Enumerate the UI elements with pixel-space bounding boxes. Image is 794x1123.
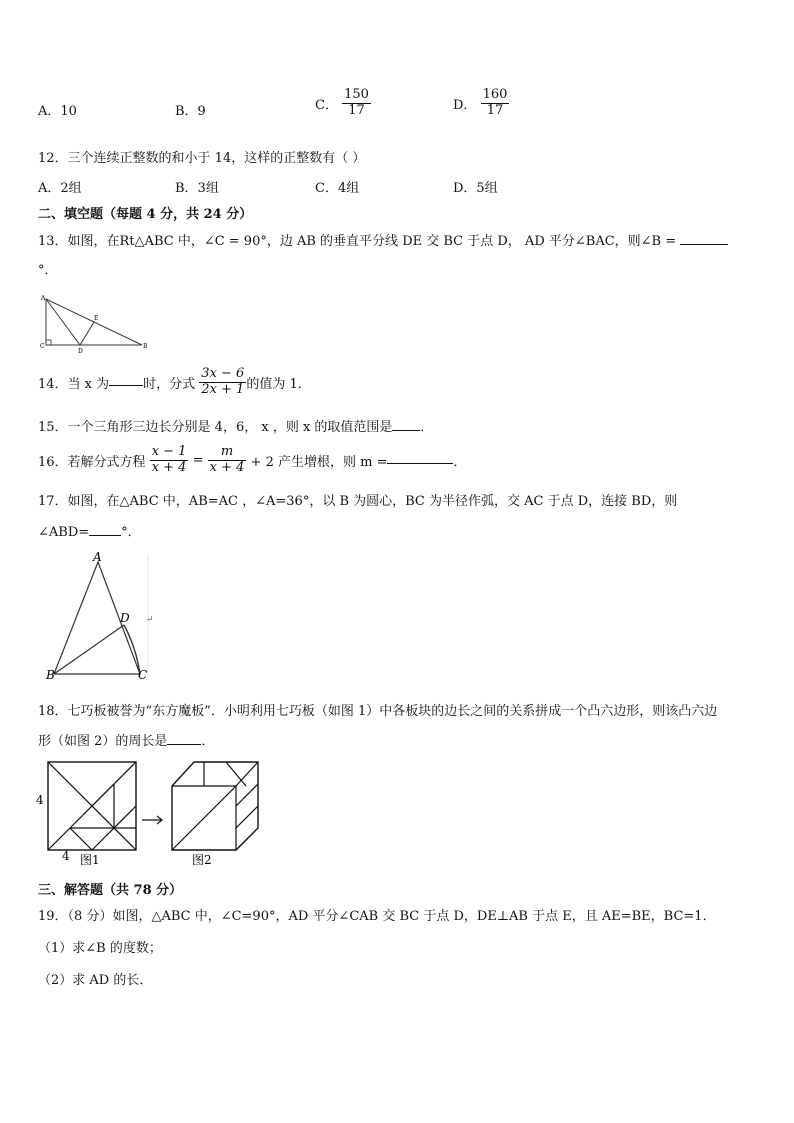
fraction-denominator: x + 4 [209,459,245,475]
q12-option-b: B．3组 [175,181,219,196]
segment-bd [54,625,124,674]
fraction-denominator: x + 4 [151,459,187,475]
hexagon-figure-2 [172,762,258,850]
fraction-numerator: m [208,445,247,461]
answer-blank [109,384,143,386]
fraction-numerator: 3x − 6 [201,366,245,381]
section-heading-fill-blank: 二、填空题（每题 4 分，共 24 分） [38,207,253,222]
side-label-left: 4 [36,793,44,807]
q16 [38,445,466,476]
q17-figure [44,552,160,682]
section-heading-solve: 三、解答题（共 78 分） [38,883,183,898]
figure-2-caption: 图2 [192,853,212,867]
q15-text: 15．一个三角形三边长分别是 4，6， x ，则 x 的取值范围是 [38,420,393,435]
answer-blank [392,429,420,431]
q17-line1: 17．如图，在△ABC 中，AB=AC ，∠A=36°，以 B 为圆心，BC 为半径作弧，交 AC 于点 D，连接 BD，则 [38,494,678,509]
q18-line2 [38,730,214,749]
fraction-denominator: 2x + 1 [201,381,245,397]
q12-option-c: C．4组 [315,181,360,196]
fraction-numerator: 160 [482,87,508,102]
fraction-numerator: 150 [344,87,369,102]
q18-line2-pre: 形（如图 2）的周长是 [38,734,168,749]
q11-option-d-fraction [481,88,510,119]
label-d: D [78,348,83,355]
q16-right-fraction [208,445,247,476]
q16-equals: = [192,452,204,468]
q12-option-d: D．5组 [453,181,498,196]
q19-part2: （2）求 AD 的长． [38,973,153,988]
answer-blank [89,534,121,536]
label-a: A [41,295,46,302]
fraction-denominator: 17 [486,102,504,118]
q13-stem-text: 13．如图，在Rt△ABC 中，∠C = 90°，边 AB 的垂直平分线 DE 交 BC 于点 D， AD 平分∠BAC，则∠B = [38,234,677,249]
q12-stem: 12．三个连续正整数的和小于 14，这样的正整数有（ ） [38,151,366,166]
q13-tail: °． [38,263,58,278]
q14-fraction [199,367,246,398]
q17-line2-pre: ∠ABD= [38,525,90,540]
q19-part1: （1）求∠B 的度数； [38,941,162,956]
figure-1-caption: 图1 [80,853,100,867]
label-b: B [143,343,148,350]
answer-blank [167,743,201,745]
side-label-bottom: 4 [62,849,70,863]
q11-option-d [453,88,509,119]
q14-pre: 14．当 x 为 [38,376,110,392]
q15-tail: ． [420,420,434,435]
fraction-numerator: x − 1 [151,444,187,459]
q13-figure [40,292,150,354]
q19-stem: 19．（8 分）如图，△ABC 中，∠C=90°，AD 平分∠CAB 交 BC 于点 D，DE⊥AB 于点 E，且 AE=BE，BC=1． [38,909,716,924]
q11-option-c-fraction [342,88,371,119]
q12-option-a: A．2组 [38,181,82,196]
paragraph-mark: ↵ [146,615,154,625]
q16-post: + 2 产生增根，则 m = [250,454,388,470]
q18-figures [34,758,274,870]
q17-line2 [38,521,141,540]
label-c: C [138,668,148,682]
q16-left-fraction [150,445,189,476]
answer-blank [387,462,453,464]
label-d: D [120,611,130,625]
q14-mid: 时，分式 [143,376,196,392]
segment-de [80,322,94,345]
answer-blank [680,243,728,245]
q11-option-a: A．10 [38,104,77,119]
q11-option-b: B．9 [175,104,206,119]
label-c: C [40,343,45,350]
q18-line2-tail: ． [201,734,215,749]
q16-pre: 16．若解分式方程 [38,454,146,470]
q11-option-d-label: D． [453,97,477,113]
label-a: A [93,550,102,564]
arrow-icon [142,816,162,824]
label-e: E [94,315,99,322]
q11-option-c [315,88,371,119]
q15 [38,416,433,435]
segment-ad [46,299,80,345]
label-b: B [46,668,55,682]
q14-post: 的值为 1． [246,376,311,392]
fraction-denominator: 17 [348,102,365,118]
tangram-figure-1 [48,762,136,850]
q14 [38,367,311,398]
q18-line1: 18．七巧板被誉为“东方魔板”．小明利用七巧板（如图 1）中各板块的边长之间的关系拼成一个凸六边形，则该凸六边 [38,704,718,719]
q13-stem [38,230,728,249]
q16-tail: ． [453,454,467,470]
q11-option-c-label: C． [315,97,338,113]
right-angle-mark [46,340,51,345]
q17-line2-tail: °． [121,525,141,540]
